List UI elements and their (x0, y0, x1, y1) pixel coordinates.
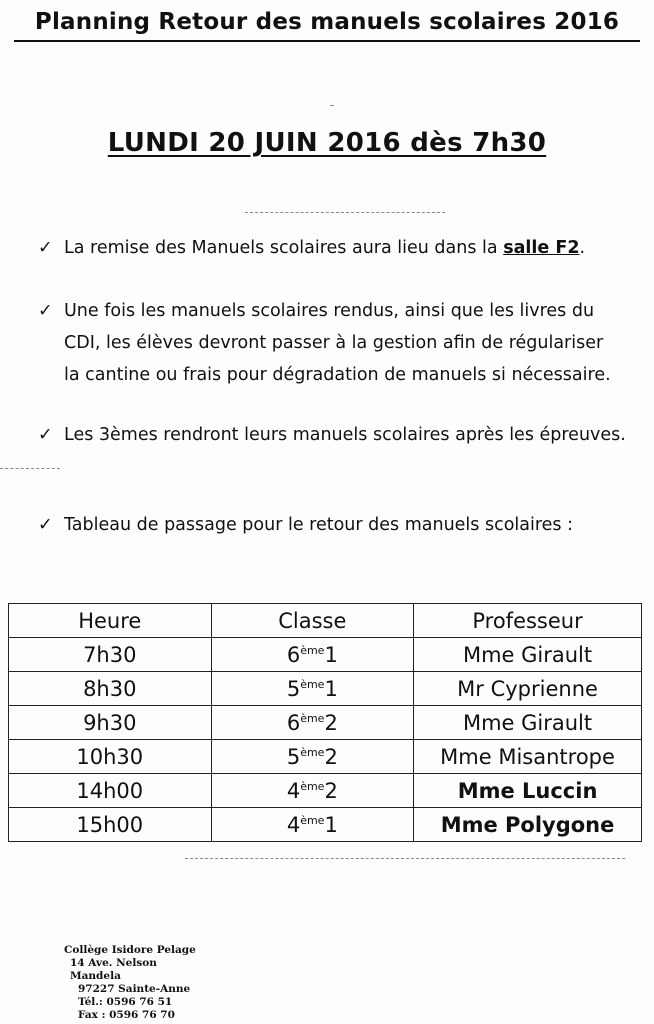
table-row (9, 706, 642, 740)
cell-professeur: Mme Girault (414, 638, 642, 672)
cell-classe: 6ème1 (211, 638, 414, 672)
bullet-text: Tableau de passage pour le retour des manuels scolaires : (64, 515, 574, 535)
cell-professeur: Mme Girault (414, 706, 642, 740)
cell-heure: 10h30 (9, 740, 212, 774)
bullet-gestion (38, 295, 638, 391)
bullet-text: Les 3èmes rendront leurs manuels scolaires après les épreuves. (64, 425, 626, 445)
scan-speck (330, 105, 334, 106)
bullet-line: la cantine ou frais pour dégradation de manuels si nécessaire. (64, 365, 611, 385)
table-header-row (9, 604, 642, 638)
checkmark-icon: ✓ (38, 425, 53, 445)
date-heading: LUNDI 20 JUIN 2016 dès 7h30 (107, 128, 547, 158)
cell-heure: 9h30 (9, 706, 212, 740)
cell-classe: 5ème2 (211, 740, 414, 774)
stamp-city: 97227 Sainte-Anne (78, 983, 191, 995)
bullet-3emes (38, 419, 638, 451)
bullet-line: CDI, les élèves devront passer à la gestion afin de régulariser (64, 333, 604, 353)
cell-professeur: Mme Luccin (414, 774, 642, 808)
cell-professeur: Mr Cyprienne (414, 672, 642, 706)
divider (185, 858, 625, 859)
cell-classe: 4ème1 (211, 808, 414, 842)
bullet-text: La remise des Manuels scolaires aura lieu dans la (64, 238, 504, 258)
bullet-emphasis: salle F2 (503, 238, 580, 258)
stamp-school: Collège Isidore Pelage (64, 944, 196, 956)
checkmark-icon: ✓ (38, 515, 53, 535)
cell-classe: 5ème1 (211, 672, 414, 706)
header-heure: Heure (9, 604, 212, 638)
cell-professeur: Mme Misantrope (414, 740, 642, 774)
school-stamp (64, 944, 204, 1022)
cell-professeur: Mme Polygone (414, 808, 642, 842)
document-title: Planning Retour des manuels scolaires 2016 (14, 6, 640, 42)
header-professeur: Professeur (414, 604, 642, 638)
cell-classe: 4ème2 (211, 774, 414, 808)
bullet-text-end: . (579, 238, 586, 258)
stamp-tel: Tél.: 0596 76 51 (78, 996, 173, 1008)
scan-mark (0, 468, 60, 469)
schedule-table (8, 603, 642, 842)
stamp-fax: Fax : 0596 76 70 (78, 1009, 175, 1021)
bullet-tableau (38, 509, 638, 541)
header-classe: Classe (211, 604, 414, 638)
checkmark-icon: ✓ (38, 301, 53, 321)
bullet-remise (38, 232, 638, 264)
stamp-address: 14 Ave. Nelson Mandela (70, 957, 157, 982)
table-row (9, 672, 642, 706)
table-row (9, 774, 642, 808)
bullet-line: Une fois les manuels scolaires rendus, ainsi que les livres du (64, 301, 595, 321)
cell-classe: 6ème2 (211, 706, 414, 740)
cell-heure: 8h30 (9, 672, 212, 706)
divider (245, 212, 445, 213)
table-row (9, 740, 642, 774)
table-row (9, 638, 642, 672)
checkmark-icon: ✓ (38, 238, 53, 258)
table-row (9, 808, 642, 842)
cell-heure: 14h00 (9, 774, 212, 808)
cell-heure: 15h00 (9, 808, 212, 842)
cell-heure: 7h30 (9, 638, 212, 672)
